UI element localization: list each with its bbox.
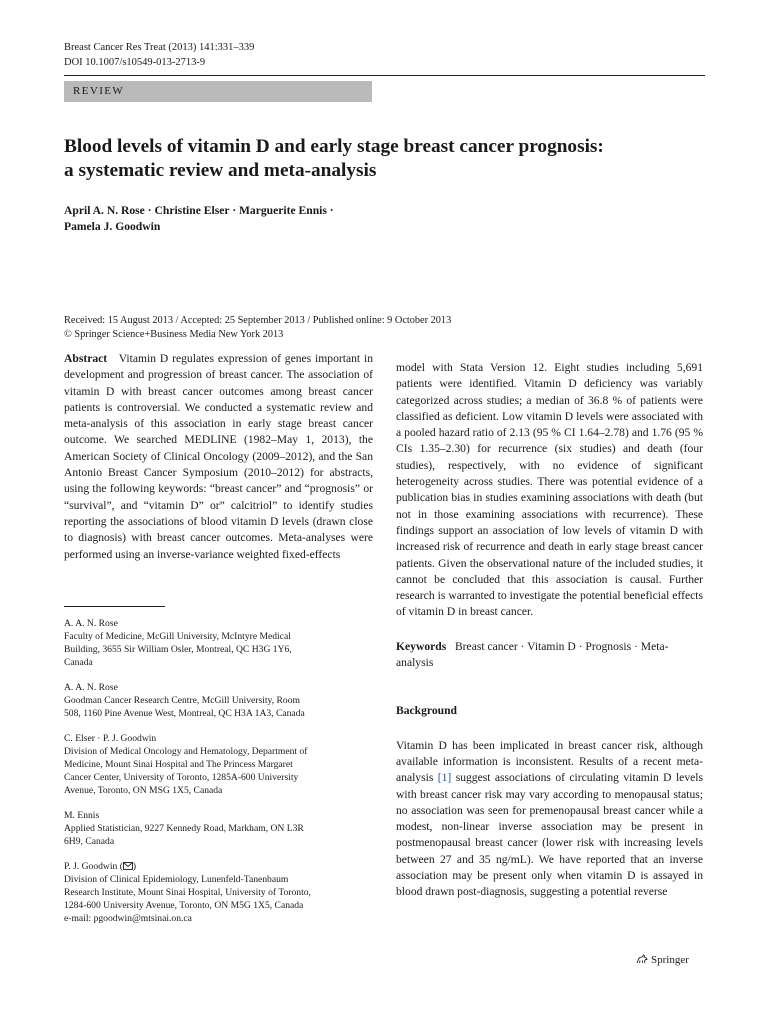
affiliation-name-corresponding (64, 860, 373, 873)
keywords-paragraph (396, 639, 703, 672)
header-rule (64, 75, 705, 76)
authors-line-2: Pamela J. Goodwin (64, 220, 161, 233)
section-label-bar (64, 81, 372, 102)
affiliation-name-suffix: ) (132, 861, 137, 872)
affiliation-5 (64, 860, 373, 925)
right-column (396, 360, 703, 901)
abstract-text-part-2: model with Stata Version 12. Eight studies including 5,691 patients were identified. Vitamin D deficiency was variably categorized across studies; a median of 36.8 % of patients were classified as deficient. Low vitamin D levels were associated with a pooled hazard ratio of 2.13 (95 % CI 1.64–2.78) and 1.76 (95 % CIs 1.35–2.30) for recurrence (six studies) and death (four studies), respectively, with no evidence of significant heterogeneity across studies. There was potential evidence of a publication bias in studies examining associations with death (but not in those examining associations with recurrence). These findings support an association of low levels of vitamin D with increased risk of recurrence and death in early stage breast cancer patients. Given the observational nature of the included studies, it cannot be concluded that this association is causal. Further research is warranted to investigate the potential beneficial effects of vitamin D in breast cancer. (396, 361, 703, 619)
abstract-paragraph-1 (64, 351, 373, 563)
affiliation-name: C. Elser · P. J. Goodwin (64, 733, 157, 744)
publication-dates (64, 314, 704, 342)
affiliation-line: Division of Clinical Epidemiology, Lunenfeld-Tanenbaum (64, 874, 289, 885)
affiliation-3 (64, 732, 373, 797)
dates-line: Received: 15 August 2013 / Accepted: 25 September 2013 / Published online: 9 October 2013 (64, 315, 452, 326)
keywords-text: Breast cancer · Vitamin D · Prognosis · Meta-analysis (396, 639, 669, 670)
abstract-heading: Abstract (64, 352, 108, 365)
affiliation-line: Building, 3655 Sir William Osler, Montreal, QC H3G 1Y6, (64, 644, 292, 655)
doi-line: DOI 10.1007/s10549-013-2713-9 (64, 57, 206, 68)
affiliation-line: Canada (64, 657, 93, 668)
affiliation-line: 1284-600 University Avenue, Toronto, ON M5G 1X5, Canada (64, 900, 304, 911)
background-text-2: suggest associations of circulating vitamin D levels with breast cancer risk may vary according to menopausal status; no association was seen for premenopausal breast cancer while a modest, non-linear inverse association may be present in postmenopausal breast cancer (lower risk with increasing levels between 27 and 35 ng/mL). We have reported that an inverse association may be present only when vitamin D is assayed in blood drawn post-diagnosis, suggesting a potential reverse (396, 771, 704, 899)
affiliation-line: Cancer Center, University of Toronto, 1285A-600 University (64, 772, 299, 783)
abstract-text-part-1: Vitamin D regulates expression of genes important in development and progression of breast cancer. The association of vitamin D with breast cancer outcomes among breast cancer patients is controversial. We conducted a systematic review and meta-analysis of this association in early stage breast cancer outcome. We searched MEDLINE (1982–May 1, 2013), the American Society of Clinical Oncology (2009–2012), and the San Antonio Breast Cancer Symposium (2010–2012) for abstracts, using the following keywords: “breast cancer” and “prognosis” or “survival”, and “vitamin D” or” calcitriol” to identify studies reporting the associations of blood vitamin D levels (drawn close to diagnosis) with breast cancer outcomes. Meta-analyses were performed using an inverse-variance weighted fixed-effects (64, 352, 373, 561)
affiliation-name: M. Ennis (64, 810, 100, 821)
affiliation-line: Goodman Cancer Research Centre, McGill University, Room (64, 695, 300, 706)
affiliation-line: 6H9, Canada (64, 836, 115, 847)
affiliation-rule (64, 606, 165, 607)
affiliation-line: Medicine, Mount Sinai Hospital and The Princess Margaret (64, 759, 293, 770)
publisher-name: Springer (651, 954, 689, 966)
affiliation-line: Research Institute, Mount Sinai Hospital, University of Toronto, (64, 887, 311, 898)
author-list (64, 203, 704, 235)
keywords-label: Keywords (396, 639, 447, 653)
publisher-footer (636, 953, 689, 967)
affiliation-line: Applied Statistician, 9227 Kennedy Road, Markham, ON L3R (64, 823, 304, 834)
affiliation-line: Division of Medical Oncology and Hematology, Department of (64, 746, 308, 757)
affiliation-name: P. J. Goodwin ( (64, 861, 123, 872)
citation-link[interactable]: [1] (437, 771, 452, 785)
affiliation-name: A. A. N. Rose (64, 618, 118, 629)
journal-line: Breast Cancer Res Treat (2013) 141:331–339 (64, 42, 255, 53)
affiliation-2 (64, 681, 373, 720)
affiliation-name: A. A. N. Rose (64, 682, 118, 693)
title-line-2: a systematic review and meta-analysis (64, 160, 377, 181)
affiliation-line: 508, 1160 Pine Avenue West, Montreal, QC H3A 1A3, Canada (64, 708, 305, 719)
article-title (64, 135, 704, 183)
section-label: REVIEW (73, 85, 125, 97)
journal-citation (64, 40, 254, 70)
affiliation-4 (64, 809, 373, 848)
affiliations (64, 617, 373, 937)
affiliation-email[interactable]: e-mail: pgoodwin@mtsinai.on.ca (64, 913, 192, 924)
copyright-line: © Springer Science+Business Media New York 2013 (64, 329, 284, 340)
authors-line-1: April A. N. Rose · Christine Elser · Marguerite Ennis · (64, 204, 334, 217)
springer-horse-logo-icon (636, 954, 648, 964)
envelope-icon (123, 861, 133, 869)
affiliation-line: Faculty of Medicine, McGill University, McIntyre Medical (64, 631, 291, 642)
title-line-1: Blood levels of vitamin D and early stage breast cancer prognosis: (64, 136, 604, 157)
background-heading: Background (396, 704, 457, 718)
abstract-left-column (64, 351, 373, 563)
background-paragraph (396, 738, 703, 901)
background-text-1: Vitamin D has been implicated in breast cancer risk, although available information is inconsistent. Results of a recent meta-analysis (396, 738, 703, 785)
affiliation-1 (64, 617, 373, 669)
affiliation-line: Avenue, Toronto, ON MSG 1X5, Canada (64, 785, 223, 796)
